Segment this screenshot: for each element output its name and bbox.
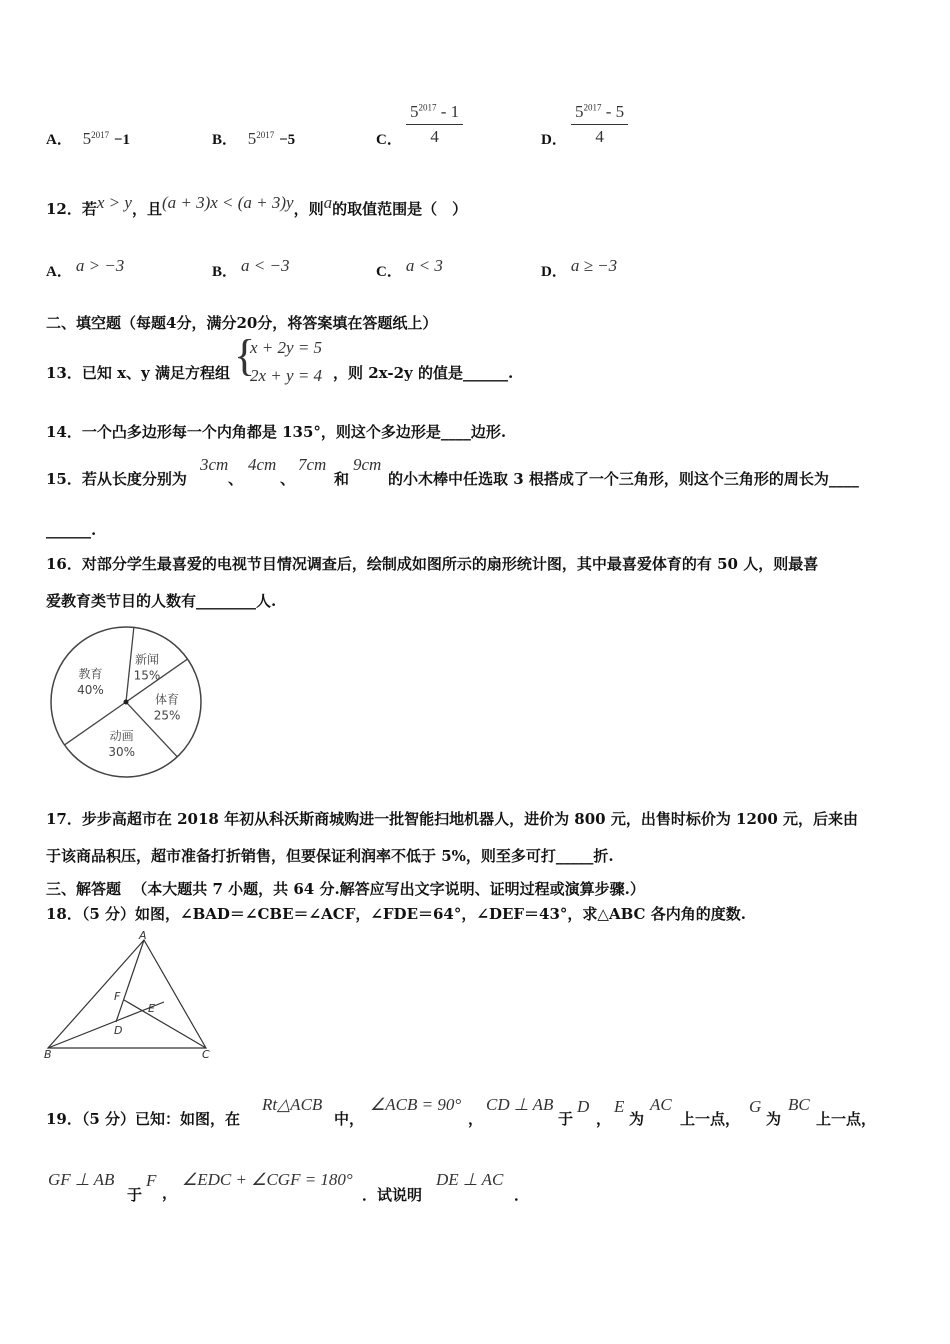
q19-point-e: E (614, 1097, 625, 1116)
q15-and: 和 (334, 470, 350, 488)
section-3-note: （本大题共 7 小题，共 64 分.解答应写出文字说明、证明过程或演算步骤.） (132, 880, 645, 898)
q19-rt-triangle: Rt△ACB (262, 1095, 323, 1114)
triangle-abc (48, 940, 206, 1048)
math-base: 5 (82, 129, 92, 148)
q19-text: 于 (558, 1110, 574, 1128)
q13-prefix: 13．已知 x、y 满足方程组 (46, 364, 230, 382)
q19-text: 为 (629, 1110, 645, 1128)
q12-option-b (212, 256, 290, 281)
q17-line-1: 17．步步高超市在 2018 年初从科沃斯商城购进一批智能扫地机器人，进价为 800 元，出售时标价为 1200 元，后来由 (46, 810, 859, 828)
q16-line-1: 16．对部分学生最喜爱的电视节目情况调查后，绘制成如图所示的扇形统计图，其中最喜爱体育的有 50 人，则最喜 (46, 555, 819, 573)
q15-prefix: 15．若从长度分别为 (46, 470, 187, 488)
point-label-e: E (148, 1002, 155, 1015)
math-exponent: 2017 (91, 130, 110, 140)
q11-option-d-label: D． (541, 132, 567, 148)
question-text: ，且 (131, 200, 162, 218)
math-base: 5 (575, 102, 584, 121)
point-label-f: F (114, 990, 121, 1003)
math-tail: - 5 (601, 102, 625, 121)
question-text: ，则 (293, 200, 324, 218)
pie-slice-value: 25% (153, 708, 181, 723)
question-prefix: 12．若 (46, 200, 97, 218)
q11-option-d-fraction (571, 102, 628, 147)
math-tail: - 1 (436, 102, 460, 121)
math-base: 5 (247, 129, 257, 148)
math-condition: x > y (96, 193, 132, 212)
q15-line-2: ______. (46, 521, 97, 539)
pie-slice-value: 40% (77, 683, 104, 698)
q19-angle: ∠ACB = 90° (370, 1095, 462, 1114)
section-2-title: 二、填空题（每题4分，满分20分，将答案填在答题纸上） (46, 314, 438, 332)
q19-text: 为 (766, 1110, 782, 1128)
q19-text: ， (162, 1184, 178, 1202)
q19-text: ， (596, 1110, 612, 1128)
math-denominator: 4 (595, 127, 604, 146)
point-label-d: D (114, 1024, 123, 1037)
question-14: 14．一个凸多边形每一个内角都是 135°，则这个多边形是____边形. (46, 423, 507, 441)
question-12 (46, 193, 468, 219)
q19-angle-sum: ∠EDC + ∠CGF = 180° (182, 1170, 353, 1189)
q19-text: ．试说明 (362, 1186, 423, 1204)
math-tail: −5 (279, 132, 296, 148)
option-label: D． (541, 264, 567, 280)
q16-line-2: 爱教育类节目的人数有________人. (46, 592, 277, 610)
math-expression: a ≥ −3 (570, 256, 618, 275)
q19-segment-ac: AC (650, 1095, 672, 1114)
pie-slice-value: 15% (133, 668, 161, 683)
q19-prefix: 19．（5 分）已知：如图，在 (46, 1110, 241, 1128)
segment-cf (124, 1000, 206, 1048)
brace-icon: { (234, 331, 256, 380)
q12-option-c (376, 256, 443, 281)
segment-be (48, 1002, 164, 1048)
q15-length-3: 7cm (298, 455, 327, 474)
q15-length-4: 9cm (353, 455, 382, 474)
pie-slice-boundary (126, 627, 134, 702)
math-exponent: 2017 (583, 102, 602, 113)
q19-point-g: G (749, 1097, 762, 1116)
point-label-b: B (44, 1048, 52, 1061)
q13-suffix: ，则 2x-2y 的值是______. (333, 364, 514, 382)
math-denominator: 4 (430, 127, 439, 146)
q19-text: ， (468, 1110, 484, 1128)
q17-line-2: 于该商品积压，超市准备打折销售，但要保证利润率不低于 5%，则至多可打_____折. (46, 847, 614, 865)
pie-center-dot (124, 700, 129, 705)
q11-option-c-fraction (406, 102, 463, 147)
q19-text: 于 (127, 1186, 143, 1204)
pie-slice-label: 动画 (109, 729, 134, 744)
q19-point-f: F (146, 1171, 157, 1190)
math-expression: a > −3 (75, 256, 125, 275)
question-18: 18．（5 分）如图，∠BAD＝∠CBE＝∠ACF，∠FDE＝64°，∠DEF＝43°，求△ABC 各内角的度数. (46, 905, 746, 923)
pie-slice-label: 体育 (155, 692, 180, 707)
math-exponent: 2017 (256, 130, 275, 140)
math-expression: a < 3 (405, 256, 443, 275)
q19-text: 中， (334, 1110, 365, 1128)
section-3-title (46, 878, 645, 899)
point-label-c: C (202, 1048, 210, 1061)
option-label: A． (46, 132, 72, 148)
q15-separator: 、 (228, 470, 244, 488)
q11-option-c-label: C． (376, 132, 402, 148)
q12-option-d (541, 256, 618, 281)
pie-slice-label: 教育 (78, 667, 103, 682)
q11-option-b (212, 128, 295, 149)
section-3-heading: 三、解答题 (46, 880, 122, 898)
pie-chart (40, 620, 220, 790)
pie-slice-label: 新闻 (134, 652, 159, 667)
q15-length-1: 3cm (200, 455, 229, 474)
point-label-a: A (139, 930, 147, 942)
q12-option-a (46, 256, 125, 281)
math-expression: a < −3 (241, 256, 290, 275)
math-tail: −1 (113, 132, 130, 148)
question-text: 的取值范围是（ ） (332, 200, 468, 218)
q19-text: ． (514, 1186, 530, 1204)
q19-text: 上一点， (680, 1110, 741, 1128)
math-variable: a (323, 193, 333, 212)
q19-perpendicular-gf: GF ⊥ AB (48, 1170, 115, 1189)
triangle-diagram (40, 930, 220, 1062)
q13-equation-2: 2x + y = 4 (250, 366, 323, 385)
option-label: B． (212, 132, 238, 148)
q19-text: 上一点， (816, 1110, 877, 1128)
q15-separator: 、 (280, 470, 296, 488)
option-label: A． (46, 264, 72, 280)
q15-suffix: 的小木棒中任选取 3 根搭成了一个三角形，则这个三角形的周长为____ (388, 470, 859, 488)
q13-equation-1: x + 2y = 5 (250, 338, 323, 357)
q19-conclusion: DE ⊥ AC (436, 1170, 504, 1189)
q19-point-d: D (577, 1097, 590, 1116)
option-label: B． (212, 264, 238, 280)
q19-perpendicular: CD ⊥ AB (486, 1095, 554, 1114)
option-label: C． (376, 264, 402, 280)
q15-length-2: 4cm (248, 455, 277, 474)
math-condition: (a + 3)x < (a + 3)y (161, 193, 294, 212)
q19-segment-bc: BC (788, 1095, 810, 1114)
pie-slice-value: 30% (108, 745, 136, 760)
math-base: 5 (410, 102, 419, 121)
q11-option-a (46, 128, 130, 149)
math-exponent: 2017 (418, 102, 437, 113)
